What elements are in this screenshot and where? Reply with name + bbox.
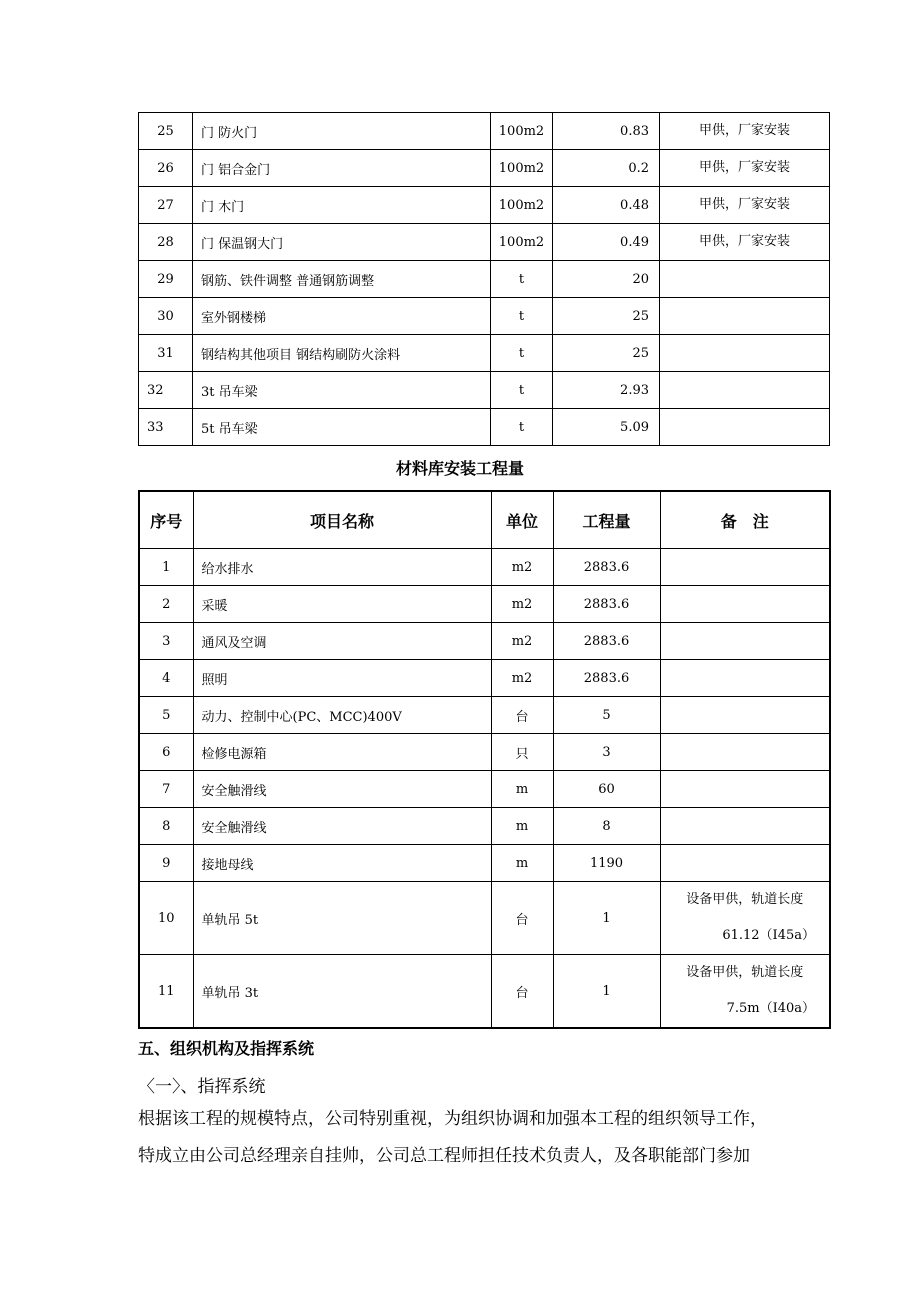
item-quantity: 1 bbox=[553, 882, 660, 955]
table-row bbox=[139, 882, 830, 955]
note-line-1: 设备甲供，轨道长度 bbox=[686, 892, 804, 907]
item-note: 甲供，厂家安装 bbox=[660, 113, 830, 150]
item-unit: m bbox=[491, 845, 553, 882]
item-note bbox=[660, 882, 830, 955]
row-number: 28 bbox=[139, 224, 193, 261]
item-name: 安全触滑线 bbox=[193, 771, 491, 808]
item-name: 门 防火门 bbox=[193, 113, 491, 150]
row-number: 32 bbox=[139, 372, 193, 409]
row-number: 31 bbox=[139, 335, 193, 372]
table-row bbox=[139, 808, 830, 845]
row-number: 26 bbox=[139, 150, 193, 187]
note-line-2: 61.12（I45a） bbox=[722, 928, 815, 943]
item-quantity: 0.48 bbox=[553, 187, 660, 224]
table-row bbox=[139, 187, 830, 224]
item-quantity: 5 bbox=[553, 697, 660, 734]
row-number: 11 bbox=[139, 955, 193, 1029]
row-number: 4 bbox=[139, 660, 193, 697]
item-quantity: 20 bbox=[553, 261, 660, 298]
note-line-1: 设备甲供，轨道长度 bbox=[686, 965, 804, 980]
item-unit: 100m2 bbox=[491, 113, 553, 150]
item-unit: 台 bbox=[491, 955, 553, 1029]
item-quantity: 2883.6 bbox=[553, 660, 660, 697]
section-paragraph bbox=[138, 1101, 838, 1175]
item-quantity: 8 bbox=[553, 808, 660, 845]
table-row bbox=[139, 409, 830, 446]
row-number: 9 bbox=[139, 845, 193, 882]
item-note bbox=[660, 845, 830, 882]
section-heading: 五、组织机构及指挥系统 bbox=[138, 1039, 315, 1058]
item-unit: 100m2 bbox=[491, 187, 553, 224]
item-name: 钢结构其他项目 钢结构刷防火涂料 bbox=[193, 335, 491, 372]
table-row bbox=[139, 298, 830, 335]
item-name: 门 保温钢大门 bbox=[193, 224, 491, 261]
item-quantity: 1190 bbox=[553, 845, 660, 882]
table-row bbox=[139, 113, 830, 150]
item-quantity: 25 bbox=[553, 335, 660, 372]
item-name: 照明 bbox=[193, 660, 491, 697]
item-quantity: 2.93 bbox=[553, 372, 660, 409]
item-name: 3t 吊车梁 bbox=[193, 372, 491, 409]
table-header-row bbox=[139, 491, 830, 549]
table-row bbox=[139, 623, 830, 660]
item-quantity: 0.2 bbox=[553, 150, 660, 187]
item-unit: m2 bbox=[491, 549, 553, 586]
header-note: 备 注 bbox=[660, 491, 830, 549]
item-name: 检修电源箱 bbox=[193, 734, 491, 771]
item-quantity: 60 bbox=[553, 771, 660, 808]
item-unit: m bbox=[491, 771, 553, 808]
item-note bbox=[660, 955, 830, 1029]
item-unit: m2 bbox=[491, 586, 553, 623]
table-row bbox=[139, 261, 830, 298]
row-number: 7 bbox=[139, 771, 193, 808]
row-number: 30 bbox=[139, 298, 193, 335]
item-name: 门 木门 bbox=[193, 187, 491, 224]
row-number: 10 bbox=[139, 882, 193, 955]
item-name: 单轨吊 3t bbox=[193, 955, 491, 1029]
table-row bbox=[139, 955, 830, 1029]
table-row bbox=[139, 335, 830, 372]
item-name: 安全触滑线 bbox=[193, 808, 491, 845]
table-row bbox=[139, 734, 830, 771]
row-number: 6 bbox=[139, 734, 193, 771]
item-note bbox=[660, 734, 830, 771]
header-unit: 单位 bbox=[491, 491, 553, 549]
item-note: 甲供，厂家安装 bbox=[660, 150, 830, 187]
table-row bbox=[139, 549, 830, 586]
table-row bbox=[139, 697, 830, 734]
row-number: 1 bbox=[139, 549, 193, 586]
header-number: 序号 bbox=[139, 491, 193, 549]
item-quantity: 2883.6 bbox=[553, 549, 660, 586]
item-note: 甲供，厂家安装 bbox=[660, 187, 830, 224]
table-row bbox=[139, 224, 830, 261]
paragraph-line: 根据该工程的规模特点，公司特别重视，为组织协调和加强本工程的组织领导工作， bbox=[138, 1109, 767, 1129]
row-number: 27 bbox=[139, 187, 193, 224]
item-note: 甲供，厂家安装 bbox=[660, 224, 830, 261]
item-unit: 100m2 bbox=[491, 224, 553, 261]
item-name: 5t 吊车梁 bbox=[193, 409, 491, 446]
item-unit: 100m2 bbox=[491, 150, 553, 187]
item-unit: t bbox=[491, 261, 553, 298]
item-note bbox=[660, 697, 830, 734]
item-note bbox=[660, 335, 830, 372]
item-name: 动力、控制中心(PC、MCC)400V bbox=[193, 697, 491, 734]
table-row bbox=[139, 586, 830, 623]
item-name: 接地母线 bbox=[193, 845, 491, 882]
section-subheading: 〈一〉、指挥系统 bbox=[138, 1077, 266, 1097]
item-quantity: 3 bbox=[553, 734, 660, 771]
item-quantity: 0.49 bbox=[553, 224, 660, 261]
item-name: 给水排水 bbox=[193, 549, 491, 586]
row-number: 33 bbox=[139, 409, 193, 446]
table-title: 材料库安装工程量 bbox=[395, 459, 524, 478]
item-quantity: 5.09 bbox=[553, 409, 660, 446]
table-row bbox=[139, 771, 830, 808]
item-unit: 台 bbox=[491, 882, 553, 955]
item-note bbox=[660, 586, 830, 623]
item-unit: 台 bbox=[491, 697, 553, 734]
item-quantity: 2883.6 bbox=[553, 623, 660, 660]
item-unit: t bbox=[491, 409, 553, 446]
item-note bbox=[660, 771, 830, 808]
item-name: 采暖 bbox=[193, 586, 491, 623]
table-row bbox=[139, 372, 830, 409]
item-unit: t bbox=[491, 298, 553, 335]
item-note bbox=[660, 372, 830, 409]
row-number: 8 bbox=[139, 808, 193, 845]
row-number: 25 bbox=[139, 113, 193, 150]
item-note bbox=[660, 298, 830, 335]
table-row bbox=[139, 150, 830, 187]
item-name: 单轨吊 5t bbox=[193, 882, 491, 955]
header-name: 项目名称 bbox=[193, 491, 491, 549]
item-note bbox=[660, 549, 830, 586]
item-note bbox=[660, 808, 830, 845]
item-unit: t bbox=[491, 335, 553, 372]
row-number: 29 bbox=[139, 261, 193, 298]
item-quantity: 1 bbox=[553, 955, 660, 1029]
item-note bbox=[660, 623, 830, 660]
item-unit: m2 bbox=[491, 660, 553, 697]
header-quantity: 工程量 bbox=[553, 491, 660, 549]
item-unit: 只 bbox=[491, 734, 553, 771]
item-name: 钢筋、铁件调整 普通钢筋调整 bbox=[193, 261, 491, 298]
item-unit: t bbox=[491, 372, 553, 409]
item-quantity: 25 bbox=[553, 298, 660, 335]
paragraph-line: 特成立由公司总经理亲自挂帅，公司总工程师担任技术负责人，及各职能部门参加 bbox=[138, 1146, 750, 1166]
table-row bbox=[139, 660, 830, 697]
item-quantity: 0.83 bbox=[553, 113, 660, 150]
table-row bbox=[139, 845, 830, 882]
item-unit: m2 bbox=[491, 623, 553, 660]
quantity-table-continued bbox=[138, 112, 830, 446]
note-line-2: 7.5m（I40a） bbox=[726, 1001, 815, 1016]
item-quantity: 2883.6 bbox=[553, 586, 660, 623]
item-note bbox=[660, 409, 830, 446]
row-number: 5 bbox=[139, 697, 193, 734]
row-number: 2 bbox=[139, 586, 193, 623]
item-name: 门 铝合金门 bbox=[193, 150, 491, 187]
row-number: 3 bbox=[139, 623, 193, 660]
item-name: 通风及空调 bbox=[193, 623, 491, 660]
item-name: 室外钢楼梯 bbox=[193, 298, 491, 335]
installation-quantity-table bbox=[138, 490, 831, 1029]
item-note bbox=[660, 261, 830, 298]
item-note bbox=[660, 660, 830, 697]
item-unit: m bbox=[491, 808, 553, 845]
